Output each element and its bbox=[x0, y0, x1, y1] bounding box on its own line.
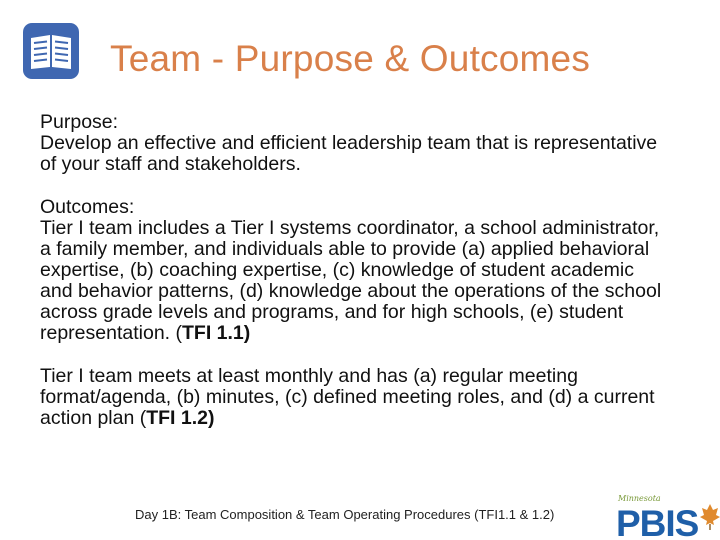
outcome-2-tfi-ref: TFI 1.2) bbox=[146, 407, 215, 429]
outcomes-section bbox=[40, 197, 670, 344]
open-book-icon bbox=[23, 23, 79, 79]
outcome-2-text: Tier I team meets at least monthly and has (a) regular meeting format/agenda, (b) minutes, (c) defined meeting roles, and (d) a current action plan ( bbox=[40, 365, 655, 429]
logo-script-text: Minnesota bbox=[618, 494, 661, 503]
pbis-logo bbox=[614, 492, 720, 538]
maple-leaf-icon bbox=[700, 504, 720, 530]
slide-footer: Day 1B: Team Composition & Team Operating Procedures (TFI1.1 & 1.2) bbox=[135, 507, 555, 522]
outcomes-label: Outcomes: bbox=[40, 196, 135, 218]
outcome-2-section bbox=[40, 366, 670, 429]
outcome-1-text: Tier I team includes a Tier I systems coordinator, a school administrator, a family member, and individuals able to provide (a) applied behavioral expertise, (b) coaching expertise, (c) knowledge of student academic and behavior patterns, (d) knowledge about the operations of the school across grade levels and programs, and for high schools, (e) student representation. ( bbox=[40, 217, 662, 344]
logo-text: PBIS bbox=[616, 503, 699, 538]
purpose-label: Purpose: bbox=[40, 111, 119, 133]
outcome-1-tfi-ref: TFI 1.1) bbox=[182, 322, 251, 344]
purpose-section bbox=[40, 112, 670, 175]
slide-body bbox=[40, 112, 670, 451]
purpose-text: Develop an effective and efficient leadership team that is representative of your staff and stakeholders. bbox=[40, 132, 658, 175]
slide-title: Team - Purpose & Outcomes bbox=[110, 38, 591, 79]
